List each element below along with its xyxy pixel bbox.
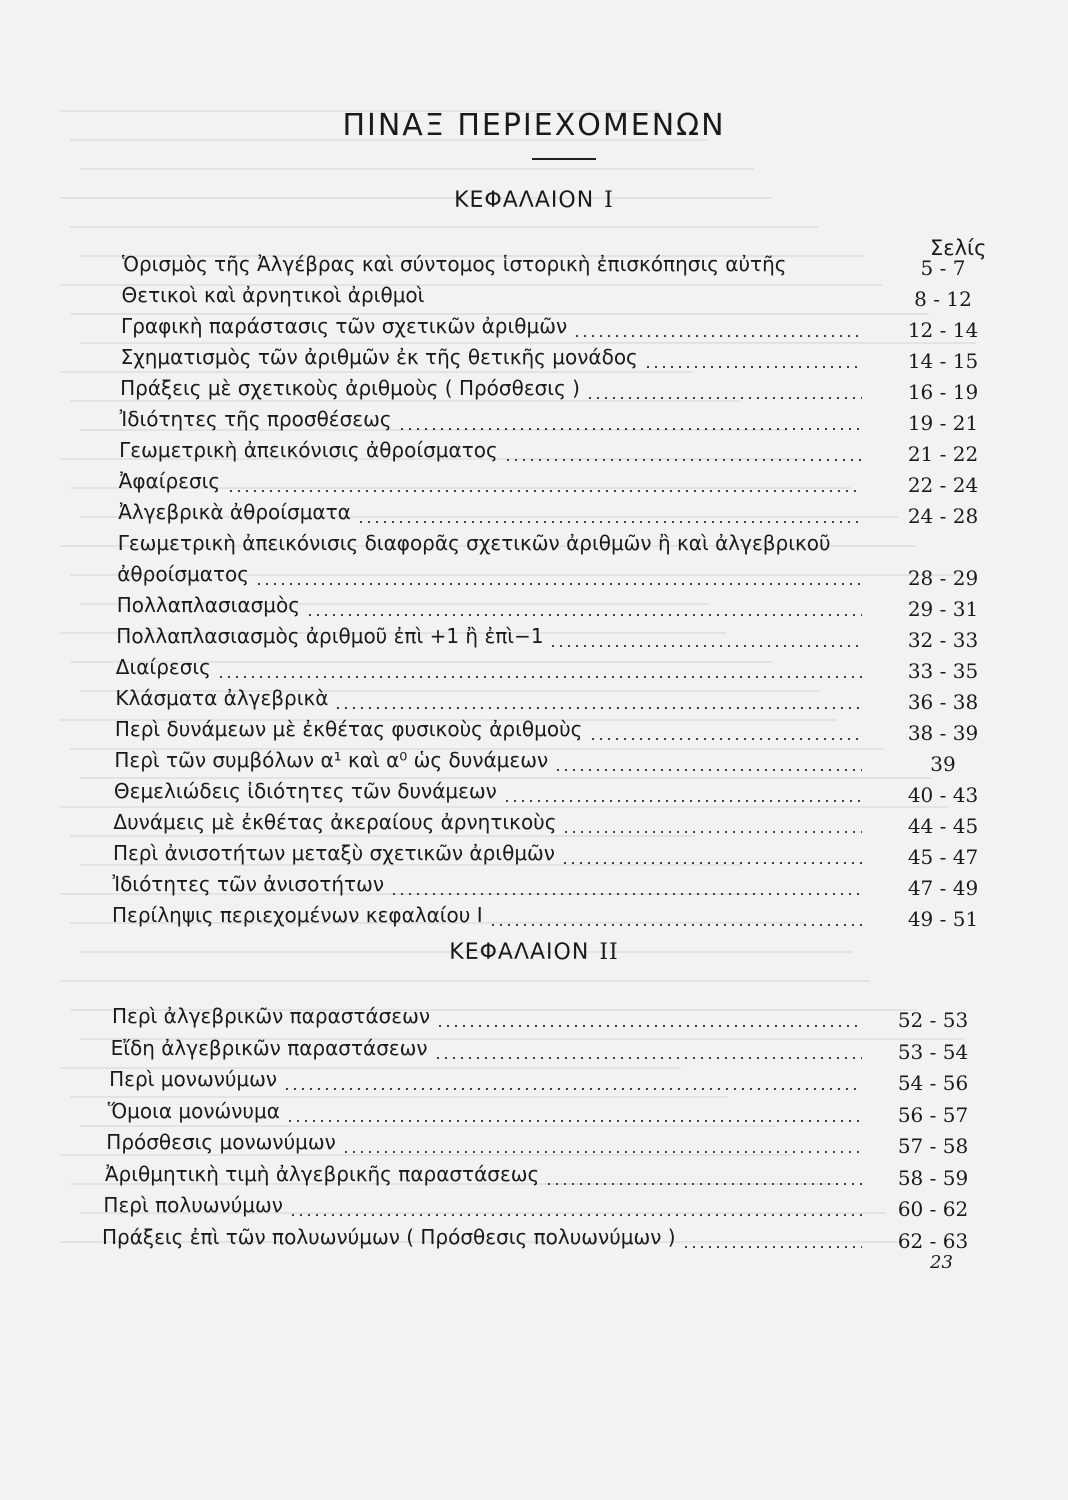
bleed-line bbox=[70, 835, 695, 837]
pages-column-header: Σελίς bbox=[930, 236, 987, 260]
page-title: ΠΙΝΑΞ ΠΕΡΙΕΧΟΜΕΝΩΝ bbox=[342, 108, 726, 143]
dot-leader bbox=[217, 675, 862, 679]
toc-entry-pages: 36 - 38 bbox=[907, 690, 979, 714]
dot-leader bbox=[286, 1119, 862, 1123]
dot-leader bbox=[306, 613, 862, 617]
toc-entry-title: Γεωμετρικὴ ἀπεικόνισις διαφορᾶς σχετικῶν ἀριθμῶν ἢ καὶ ἀλγεβρικοῦ bbox=[117, 531, 831, 555]
toc-entry-title: Πολλαπλασιασμὸς bbox=[116, 593, 300, 617]
dot-leader bbox=[554, 768, 862, 772]
title-underline bbox=[532, 158, 596, 160]
toc-entry-pages: 60 - 62 bbox=[897, 1197, 969, 1221]
toc-entry-pages: 12 - 14 bbox=[907, 318, 979, 342]
dot-leader bbox=[561, 861, 862, 865]
toc-entry-title: Διαίρεσις bbox=[115, 655, 211, 679]
chapter-label: ΚΕΦΑΛΑΙΟΝ bbox=[449, 940, 590, 965]
toc-entry-pages: 53 - 54 bbox=[897, 1039, 969, 1064]
bleed-line bbox=[80, 342, 976, 344]
dot-leader bbox=[503, 799, 862, 803]
toc-entry-pages: 49 - 51 bbox=[907, 907, 979, 931]
toc-entry-pages: 28 - 29 bbox=[907, 566, 979, 590]
bleed-line bbox=[80, 1125, 775, 1127]
dot-leader bbox=[398, 427, 862, 431]
toc-entry-title: Ἀριθμητικὴ τιμὴ ἀλγεβρικῆς παραστάσεως bbox=[104, 1161, 540, 1186]
toc-entry-pages: 8 - 12 bbox=[914, 287, 972, 311]
toc-entry-title: Περὶ ἀλγεβρικῶν παραστάσεων bbox=[112, 1004, 431, 1028]
toc-entry-pages: 32 - 33 bbox=[907, 628, 979, 652]
toc-entry-pages: 39 bbox=[930, 752, 956, 776]
dot-leader bbox=[357, 520, 862, 524]
chapter-numeral: ΙΙ bbox=[599, 940, 619, 965]
dot-leader bbox=[586, 396, 862, 400]
toc-entry-title: Πράξεις μὲ σχετικοὺς ἀριθμοὺς ( Πρόσθεσις ) bbox=[120, 376, 580, 400]
toc-entry-title: Περὶ τῶν συμβόλων α¹ καὶ α⁰ ὡς δυνάμεων bbox=[114, 748, 549, 772]
toc-entry-title: Ὁρισμὸς τῆς Ἀλγέβρας καὶ σύντομος ἱστορικὴ ἐπισκόπησις αὐτῆς bbox=[122, 252, 787, 276]
toc-entry-title: Γραφικὴ παράστασις τῶν σχετικῶν ἀριθμῶν bbox=[121, 314, 568, 338]
dot-leader bbox=[562, 830, 862, 834]
toc-entry-title: Ἀλγεβρικὰ ἀθροίσματα bbox=[118, 500, 351, 524]
dot-leader bbox=[573, 334, 862, 338]
toc-entry-title: Ἰδιότητες τῶν ἀνισοτήτων bbox=[112, 872, 385, 896]
toc-entry-pages: 58 - 59 bbox=[897, 1165, 969, 1190]
dot-leader bbox=[255, 582, 862, 586]
toc-entry-pages: 56 - 57 bbox=[897, 1102, 969, 1127]
toc-entry-title: Πολλαπλασιασμὸς ἀριθμοῦ ἐπὶ +1 ἢ ἐπὶ−1 bbox=[116, 624, 544, 648]
toc-entry-pages: 47 - 49 bbox=[907, 876, 979, 900]
dot-leader bbox=[434, 1056, 862, 1060]
toc-entry-title: Σχηματισμὸς τῶν ἀριθμῶν ἐκ τῆς θετικῆς μονάδος bbox=[120, 345, 638, 369]
toc-entry-pages: 40 - 43 bbox=[907, 783, 979, 807]
chapter-numeral: Ι bbox=[604, 188, 614, 213]
toc-entry-pages: 45 - 47 bbox=[907, 845, 979, 869]
dot-leader bbox=[682, 1245, 862, 1249]
toc-entry-title: Περὶ δυνάμεων μὲ ἐκθέτας φυσικοὺς ἀριθμοὺς bbox=[114, 717, 583, 741]
page-number: 23 bbox=[930, 1252, 953, 1273]
toc-entry-title: Ἰδιότητες τῆς προσθέσεως bbox=[119, 407, 392, 431]
toc-entry-pages: 24 - 28 bbox=[907, 504, 979, 528]
dot-leader bbox=[549, 644, 862, 648]
toc-entry-title: Περὶ ἀνισοτήτων μεταξὺ σχετικῶν ἀριθμῶν bbox=[112, 841, 555, 865]
toc-entry-pages: 14 - 15 bbox=[907, 349, 979, 373]
toc-entry-title: ἀθροίσματος bbox=[117, 562, 249, 586]
toc-entry-pages: 5 - 7 bbox=[920, 256, 966, 280]
bleed-line bbox=[80, 168, 754, 170]
toc-entry-title: Θεμελιώδεις ἰδιότητες τῶν δυνάμεων bbox=[113, 779, 497, 803]
toc-entry-pages: 52 - 53 bbox=[897, 1008, 969, 1032]
toc-entry-title: Γεωμετρικὴ ἀπεικόνισις ἀθροίσματος bbox=[119, 438, 498, 462]
toc-entry-pages: 33 - 35 bbox=[907, 659, 979, 683]
bleed-line bbox=[60, 980, 870, 982]
toc-entry-pages: 54 - 56 bbox=[897, 1071, 969, 1095]
bleed-line bbox=[70, 226, 818, 228]
dot-leader bbox=[589, 737, 862, 741]
dot-leader bbox=[283, 1087, 862, 1091]
toc-entry-title: Εἴδη ἀλγεβρικῶν παραστάσεων bbox=[110, 1035, 428, 1060]
bleed-line bbox=[60, 806, 948, 808]
toc-entry-title: Ἀφαίρεσις bbox=[118, 469, 221, 493]
dot-leader bbox=[504, 458, 862, 462]
dot-leader bbox=[644, 365, 862, 369]
bleed-line bbox=[60, 371, 693, 373]
toc-entry-title: Πράξεις ἐπὶ τῶν πολυωνύμων ( Πρόσθεσις πολυωνύμων ) bbox=[102, 1224, 676, 1249]
dot-leader bbox=[489, 923, 862, 927]
toc-entry-title: Δυνάμεις μὲ ἐκθέτας ἀκεραίους ἀρνητικοὺς bbox=[113, 810, 557, 834]
chapter-label: ΚΕΦΑΛΑΙΟΝ bbox=[454, 188, 595, 213]
toc-entry-pages: 22 - 24 bbox=[907, 473, 979, 497]
toc-entry-title: Περίληψις περιεχομένων κεφαλαίου Ι bbox=[112, 903, 483, 927]
toc-entry-pages: 57 - 58 bbox=[897, 1134, 969, 1158]
toc-entry-pages: 16 - 19 bbox=[907, 380, 979, 404]
dot-leader bbox=[334, 706, 862, 710]
dot-leader bbox=[227, 489, 862, 493]
toc-entry-pages: 29 - 31 bbox=[907, 597, 979, 621]
bleed-line bbox=[60, 1154, 792, 1156]
dot-leader bbox=[390, 892, 862, 896]
toc-entry-title: Πρόσθεσις μονωνύμων bbox=[106, 1130, 336, 1154]
dot-leader bbox=[436, 1024, 862, 1028]
chapter-heading-2 bbox=[0, 940, 1068, 965]
bleed-line bbox=[70, 400, 740, 402]
toc-entry-title: Ὅμοια μονώνυμα bbox=[107, 1098, 280, 1123]
chapter-heading-1 bbox=[0, 188, 1068, 213]
toc-entry-title: Κλάσματα ἀλγεβρικὰ bbox=[115, 686, 329, 710]
toc-entry-pages: 21 - 22 bbox=[907, 442, 979, 466]
toc-entry-pages: 44 - 45 bbox=[907, 814, 979, 838]
toc-entry-title: Περὶ πολυωνύμων bbox=[103, 1193, 283, 1217]
dot-leader bbox=[342, 1150, 862, 1154]
dot-leader bbox=[289, 1213, 862, 1217]
toc-entry-pages: 38 - 39 bbox=[907, 721, 979, 745]
toc-entry-title: Θετικοὶ καὶ ἀρνητικοὶ ἀριθμοὶ bbox=[121, 283, 425, 307]
toc-entry-pages: 62 - 63 bbox=[897, 1228, 969, 1253]
toc-entry-title: Περὶ μονωνύμων bbox=[109, 1067, 278, 1091]
dot-leader bbox=[545, 1182, 862, 1186]
toc-entry-pages: 19 - 21 bbox=[907, 411, 979, 435]
